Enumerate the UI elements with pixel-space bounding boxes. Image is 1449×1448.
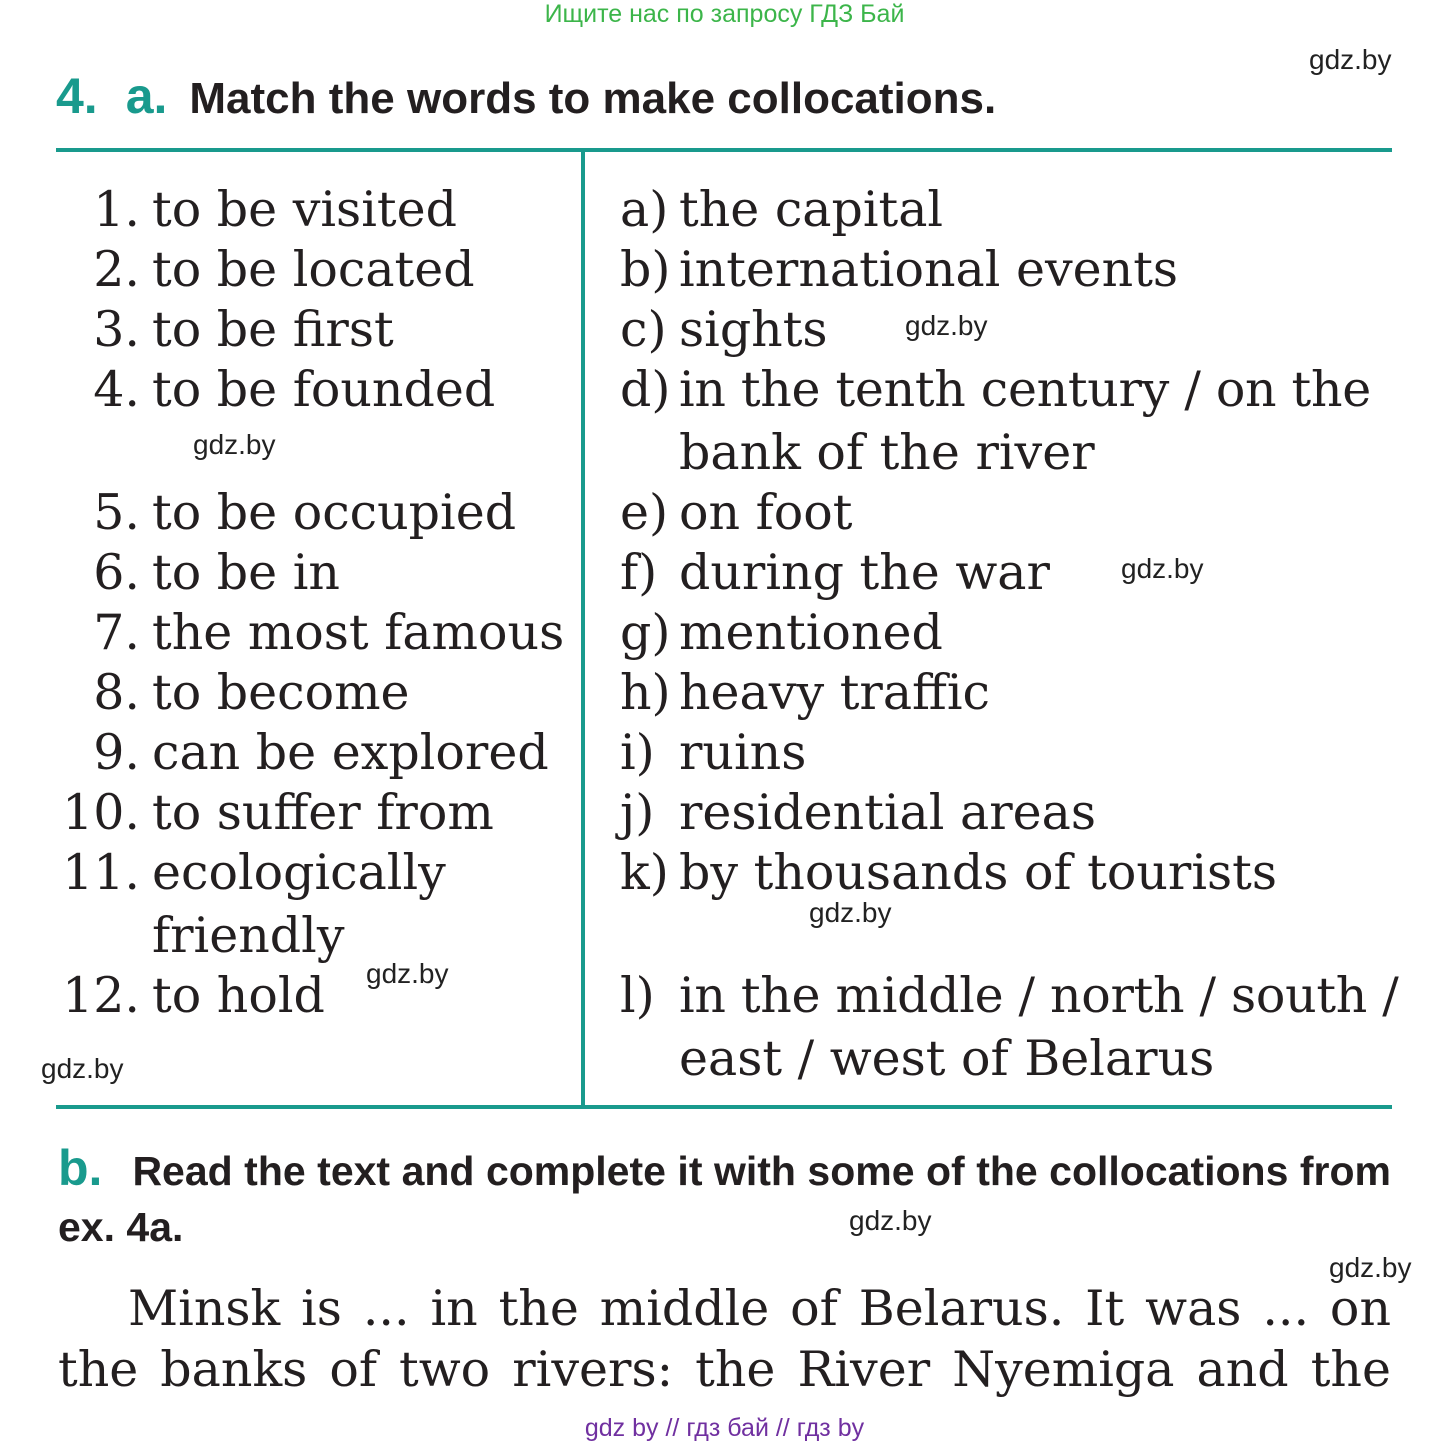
exercise-number: 4. xyxy=(56,68,98,124)
watermark: gdz.by xyxy=(849,1205,932,1236)
item-text: during the war xyxy=(679,544,1050,601)
item-label: l) xyxy=(620,967,655,1024)
item-text: to hold xyxy=(152,967,325,1024)
item-text-continued: bank of the river xyxy=(679,424,1095,481)
item-label: j) xyxy=(620,784,655,841)
item-text: in the tenth century / on the xyxy=(679,361,1371,418)
item-text: in the middle / north / south / xyxy=(679,967,1399,1024)
item-text: ecologically xyxy=(152,844,446,901)
item-label: e) xyxy=(620,484,669,541)
exercise-heading xyxy=(56,64,996,141)
item-text-continued: friendly xyxy=(152,907,345,964)
item-label: i) xyxy=(620,724,655,781)
footer-links: gdz by // гдз бай // гдз by xyxy=(584,1414,865,1442)
item-text: the most famous xyxy=(152,604,565,661)
item-text: to suffer from xyxy=(152,784,494,841)
item-label: f) xyxy=(620,544,658,601)
item-text-continued: east / west of Belarus xyxy=(679,1030,1215,1087)
item-text: to become xyxy=(152,664,410,721)
item-text: heavy traffic xyxy=(679,664,990,721)
item-number: 7. xyxy=(93,604,140,661)
item-text: on foot xyxy=(679,484,853,541)
top-rule xyxy=(56,148,1392,152)
item-text: to be first xyxy=(152,301,394,358)
part-b-instruction xyxy=(58,1140,1391,1255)
paragraph-line-text: Minsk is ... in the middle of Belarus. It was ... on xyxy=(128,1280,1391,1337)
paragraph-line: the banks of two rivers: the River Nyemiga and the xyxy=(58,1341,1391,1398)
item-label: k) xyxy=(620,844,669,901)
item-label: c) xyxy=(620,301,667,358)
item-text: to be occupied xyxy=(152,484,517,541)
exercise-instruction: Match the words to make collocations. xyxy=(189,74,997,123)
bottom-rule xyxy=(56,1105,1392,1109)
item-number: 4. xyxy=(93,361,140,418)
item-text: the capital xyxy=(679,181,944,238)
item-text: sights xyxy=(679,301,828,358)
item-label: d) xyxy=(620,361,671,418)
watermark: gdz.by xyxy=(1309,44,1392,75)
watermark: gdz.by xyxy=(41,1053,124,1084)
item-text: to be founded xyxy=(152,361,496,418)
item-text: by thousands of tourists xyxy=(679,844,1277,901)
item-number: 2. xyxy=(93,241,140,298)
item-number: 5. xyxy=(93,484,140,541)
top-banner: Ищите нас по запросу ГДЗ Бай xyxy=(544,0,905,28)
item-label: b) xyxy=(620,241,671,298)
item-number: 1. xyxy=(93,181,140,238)
exercise-letter: a. xyxy=(125,68,168,124)
item-label: h) xyxy=(620,664,671,721)
item-text: mentioned xyxy=(679,604,943,661)
watermark: gdz.by xyxy=(905,310,988,341)
watermark: gdz.by xyxy=(1329,1252,1412,1283)
item-number: 6. xyxy=(93,544,140,601)
part-b-text: Read the text and complete it with some of the collocations from ex. 4a. xyxy=(58,1148,1391,1250)
item-number: 12. xyxy=(62,967,140,1024)
item-text: to be in xyxy=(152,544,340,601)
item-text: ruins xyxy=(679,724,807,781)
item-label: a) xyxy=(620,181,669,238)
reading-paragraph xyxy=(58,1278,1391,1400)
item-number: 8. xyxy=(93,664,140,721)
item-number: 9. xyxy=(93,724,140,781)
item-number: 10. xyxy=(62,784,140,841)
column-divider xyxy=(581,152,585,1107)
item-number: 3. xyxy=(93,301,140,358)
item-text: can be explored xyxy=(152,724,549,781)
paragraph-line xyxy=(58,1278,1391,1339)
watermark: gdz.by xyxy=(366,958,449,989)
watermark: gdz.by xyxy=(809,897,892,928)
item-text: to be located xyxy=(152,241,475,298)
item-text: to be visited xyxy=(152,181,457,238)
item-number: 11. xyxy=(62,844,140,901)
item-label: g) xyxy=(620,604,671,661)
item-text: international events xyxy=(679,241,1179,298)
part-b-letter: b. xyxy=(58,1140,103,1196)
watermark: gdz.by xyxy=(193,429,276,460)
watermark: gdz.by xyxy=(1121,553,1204,584)
item-text: residential areas xyxy=(679,784,1096,841)
